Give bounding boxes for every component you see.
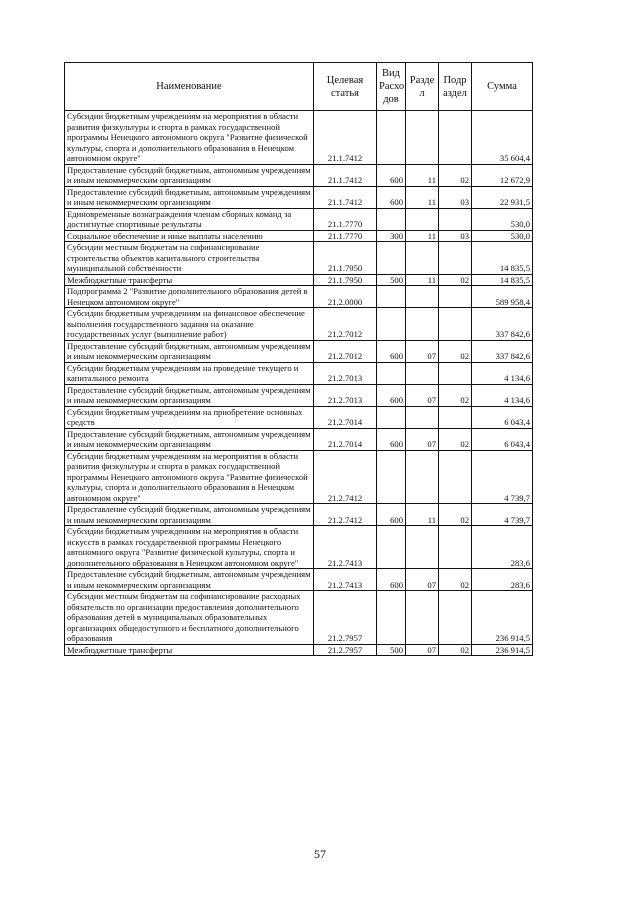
row-name-cell: Социальное обеспечение и иные выплаты населению [65,230,314,242]
row-code-cell: 21.1.7412 [314,186,377,208]
row-name-cell: Субсидии бюджетным учреждениям на мероприятия в области развития физкультуры и спорта в рамках государственной программы Ненецкого автономного округа "Развитие физической культуры, спорта и дополнительного образования в Ненецком автономном округе" [65,450,314,504]
table-row [65,406,533,428]
table-row [65,186,533,208]
row-sum-cell: 14 835,5 [472,274,533,286]
header-name: Наименование [65,63,314,111]
row-podrazdel-cell [439,111,472,165]
table-row [65,111,533,165]
row-vid-cell: 600 [377,186,406,208]
row-name-cell: Предоставление субсидий бюджетным, автономным учреждениям и иным некоммерческим организациям [65,428,314,450]
table-body [65,111,533,656]
row-name-cell: Предоставление субсидий бюджетным, автономным учреждениям и иным некоммерческим организациям [65,340,314,362]
row-code-cell: 21.1.7950 [314,274,377,286]
row-name-cell: Субсидии бюджетным учреждениям на мероприятия в области развития физкультуры и спорта в рамках государственной программы Ненецкого автономного округа "Развитие физической культуры, спорта и дополнительного образования в Ненецком автономном округе" [65,111,314,165]
row-vid-cell: 600 [377,569,406,591]
row-name-cell: Предоставление субсидий бюджетным, автономным учреждениям и иным некоммерческим организациям [65,164,314,186]
row-code-cell: 21.2.7957 [314,644,377,656]
header-sum: Сумма [472,63,533,111]
row-razdel-cell [406,308,439,341]
table-row [65,569,533,591]
row-podrazdel-cell [439,242,472,275]
row-razdel-cell [406,208,439,230]
budget-table [64,62,533,656]
row-code-cell: 21.1.7412 [314,164,377,186]
row-podrazdel-cell: 03 [439,186,472,208]
row-vid-cell [377,406,406,428]
row-razdel-cell: 11 [406,164,439,186]
row-razdel-cell: 07 [406,644,439,656]
row-code-cell: 21.2.0000 [314,286,377,308]
row-sum-cell: 337 842,6 [472,308,533,341]
row-vid-cell [377,450,406,504]
row-podrazdel-cell [439,406,472,428]
row-code-cell: 21.2.7012 [314,340,377,362]
row-sum-cell: 236 914,5 [472,591,533,645]
row-sum-cell: 4 134,6 [472,384,533,406]
row-sum-cell: 22 931,5 [472,186,533,208]
row-vid-cell [377,526,406,569]
page-number: 57 [314,847,326,861]
row-code-cell: 21.2.7412 [314,504,377,526]
row-vid-cell [377,362,406,384]
row-vid-cell [377,208,406,230]
row-sum-cell: 35 604,4 [472,111,533,165]
table-row [65,286,533,308]
row-vid-cell [377,111,406,165]
row-code-cell: 21.2.7013 [314,384,377,406]
row-podrazdel-cell: 02 [439,428,472,450]
row-razdel-cell [406,591,439,645]
row-podrazdel-cell: 02 [439,384,472,406]
row-sum-cell: 530,0 [472,208,533,230]
row-vid-cell: 600 [377,164,406,186]
row-podrazdel-cell [439,208,472,230]
row-code-cell: 21.1.7950 [314,242,377,275]
row-code-cell: 21.2.7412 [314,450,377,504]
row-name-cell: Межбюджетные трансферты [65,644,314,656]
row-podrazdel-cell: 03 [439,230,472,242]
row-sum-cell: 589 958,4 [472,286,533,308]
table-row [65,230,533,242]
row-razdel-cell: 11 [406,230,439,242]
row-code-cell: 21.1.7412 [314,111,377,165]
row-name-cell: Предоставление субсидий бюджетным, автономным учреждениям и иным некоммерческим организациям [65,504,314,526]
row-podrazdel-cell [439,286,472,308]
row-code-cell: 21.2.7413 [314,526,377,569]
row-podrazdel-cell [439,526,472,569]
row-vid-cell [377,286,406,308]
row-razdel-cell [406,362,439,384]
row-name-cell: Субсидии бюджетным учреждениям на приобретение основных средств [65,406,314,428]
row-sum-cell: 283,6 [472,569,533,591]
row-sum-cell: 4 134,6 [472,362,533,384]
row-razdel-cell: 07 [406,384,439,406]
row-vid-cell [377,242,406,275]
header-razdel: Разде л [406,63,439,111]
header-podrazdel: Подр аздел [439,63,472,111]
row-podrazdel-cell: 02 [439,274,472,286]
row-podrazdel-cell [439,591,472,645]
table-row [65,164,533,186]
row-razdel-cell: 07 [406,569,439,591]
row-vid-cell: 500 [377,644,406,656]
table-row [65,208,533,230]
row-razdel-cell [406,526,439,569]
row-razdel-cell [406,286,439,308]
row-podrazdel-cell: 02 [439,164,472,186]
row-podrazdel-cell: 02 [439,340,472,362]
table-row [65,274,533,286]
row-sum-cell: 12 672,9 [472,164,533,186]
row-code-cell: 21.2.7013 [314,362,377,384]
table-row [65,242,533,275]
row-name-cell: Подпрограмма 2 "Развитие дополнительного образования детей в Ненецком автономном округе" [65,286,314,308]
row-code-cell: 21.2.7012 [314,308,377,341]
table-row [65,450,533,504]
row-name-cell: Субсидии бюджетным учреждениям на финансовое обеспечение выполнения государственного задания на оказание государственных услуг (выполнение работ) [65,308,314,341]
row-podrazdel-cell: 02 [439,569,472,591]
row-razdel-cell [406,111,439,165]
row-name-cell: Предоставление субсидий бюджетным, автономным учреждениям и иным некоммерческим организациям [65,186,314,208]
row-name-cell: Субсидии местным бюджетам на софинансирование строительства объектов капитального строительства муниципальной собственности [65,242,314,275]
table-row [65,504,533,526]
row-vid-cell [377,591,406,645]
row-name-cell: Субсидии местным бюджетам на софинансирование расходных обязательств по организации предоставления дополнительного образования детей в муниципальных образовательных организациях общедоступного и бесплатного дополнительного образования [65,591,314,645]
table-row [65,308,533,341]
row-razdel-cell [406,450,439,504]
row-code-cell: 21.1.7770 [314,230,377,242]
row-code-cell: 21.2.7413 [314,569,377,591]
row-razdel-cell [406,406,439,428]
row-sum-cell: 6 043,4 [472,406,533,428]
row-razdel-cell: 11 [406,186,439,208]
table-row [65,384,533,406]
row-sum-cell: 14 835,5 [472,242,533,275]
row-sum-cell: 337 842,6 [472,340,533,362]
row-vid-cell: 500 [377,274,406,286]
row-code-cell: 21.2.7014 [314,428,377,450]
row-vid-cell: 600 [377,340,406,362]
row-name-cell: Предоставление субсидий бюджетным, автономным учреждениям и иным некоммерческим организациям [65,384,314,406]
row-vid-cell [377,308,406,341]
row-code-cell: 21.2.7014 [314,406,377,428]
table-header-row [65,63,533,111]
row-name-cell: Субсидии бюджетным учреждениям на проведение текущего и капитального ремонта [65,362,314,384]
row-sum-cell: 236 914,5 [472,644,533,656]
row-sum-cell: 4 739,7 [472,450,533,504]
header-vid: Вид Расхо дов [377,63,406,111]
row-podrazdel-cell [439,308,472,341]
row-razdel-cell: 11 [406,504,439,526]
row-podrazdel-cell: 02 [439,644,472,656]
table-row [65,591,533,645]
row-razdel-cell: 11 [406,274,439,286]
row-vid-cell: 600 [377,428,406,450]
row-vid-cell: 300 [377,230,406,242]
row-sum-cell: 6 043,4 [472,428,533,450]
row-sum-cell: 530,0 [472,230,533,242]
row-name-cell: Межбюджетные трансферты [65,274,314,286]
table-row [65,362,533,384]
row-razdel-cell: 07 [406,428,439,450]
row-name-cell: Предоставление субсидий бюджетным, автономным учреждениям и иным некоммерческим организациям [65,569,314,591]
row-vid-cell: 600 [377,504,406,526]
row-code-cell: 21.2.7957 [314,591,377,645]
row-podrazdel-cell [439,362,472,384]
table-row [65,526,533,569]
row-podrazdel-cell [439,450,472,504]
row-vid-cell: 600 [377,384,406,406]
row-name-cell: Субсидии бюджетным учреждениям на мероприятия в области искусств в рамках государственной программы Ненецкого автономного округа "Развитие физической культуры, спорта и дополнительного образования в Ненецком автономном округе" [65,526,314,569]
row-razdel-cell [406,242,439,275]
row-razdel-cell: 07 [406,340,439,362]
table-row [65,644,533,656]
table-row [65,428,533,450]
row-code-cell: 21.1.7770 [314,208,377,230]
table-row [65,340,533,362]
row-podrazdel-cell: 02 [439,504,472,526]
row-sum-cell: 283,6 [472,526,533,569]
row-sum-cell: 4 739,7 [472,504,533,526]
header-code: Целевая статья [314,63,377,111]
row-name-cell: Единовременные вознаграждения членам сборных команд за достигнутые спортивные результаты [65,208,314,230]
